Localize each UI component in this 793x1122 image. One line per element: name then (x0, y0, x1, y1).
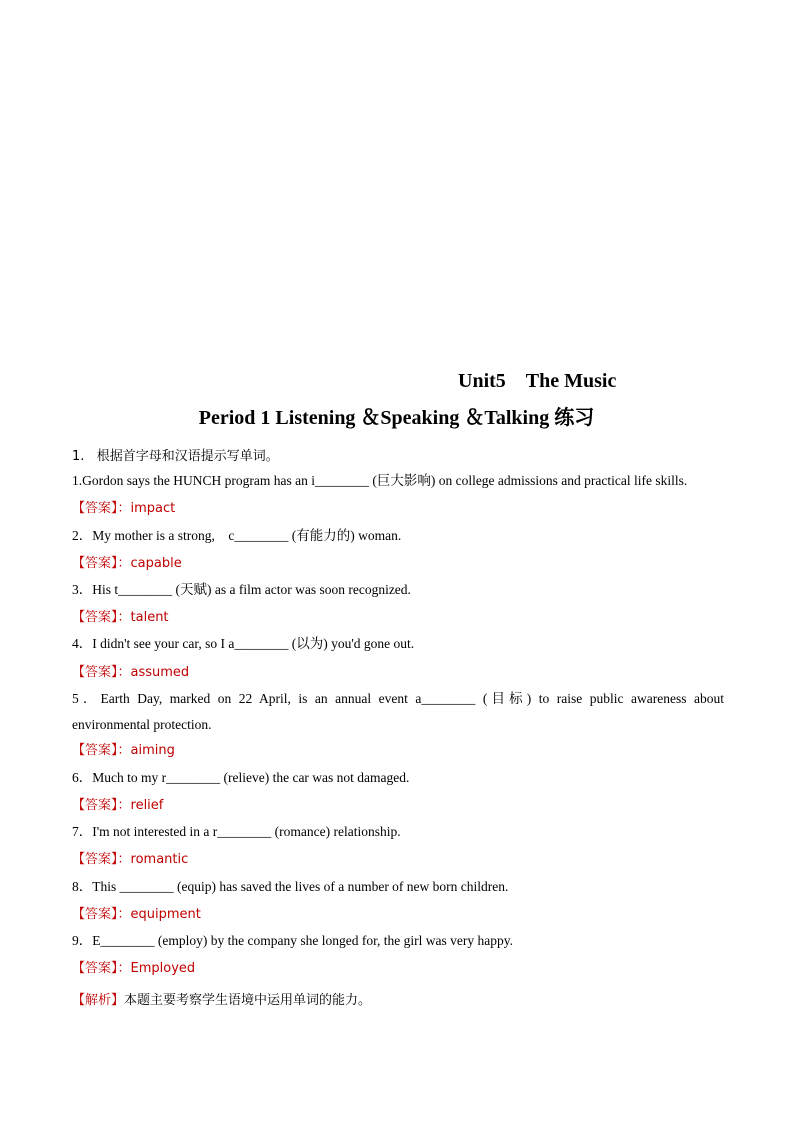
answer-value: romantic (130, 852, 189, 867)
analysis-text: 本题主要考察学生语境中运用单词的能力。 (124, 993, 372, 1008)
answer-tag: 【答案】： (72, 501, 131, 516)
question-9: 9．E________ (employ) by the company she longed for, the girl was very happy. (72, 933, 513, 948)
unit-title: Unit5 The Music (458, 370, 617, 392)
question-7: 7．I'm not interested in a r________ (romance) relationship. (72, 824, 401, 839)
answer-value: assumed (130, 665, 190, 680)
question-2: 2．My mother is a strong, c________ (有能力的) woman. (72, 528, 402, 543)
question-3: 3．His t________ (天赋) as a film actor was soon recognized. (72, 582, 411, 597)
answer-6 (72, 796, 163, 815)
analysis (72, 992, 371, 1010)
answer-tag: 【答案】： (72, 743, 131, 758)
question-5-continuation: environmental protection. (72, 717, 212, 732)
answer-4 (72, 663, 189, 682)
answer-value: Employed (130, 961, 196, 976)
answer-8 (72, 905, 201, 924)
answer-value: equipment (130, 907, 201, 922)
instruction: 1. 根据首字母和汉语提示写单词。 (72, 449, 279, 464)
answer-value: impact (130, 501, 176, 516)
question-5: 5．Earth Day, marked on 22 April, is an annual event a________ (目标) to raise public awareness about (72, 691, 724, 706)
answer-1 (72, 499, 175, 518)
answer-value: aiming (130, 743, 175, 758)
answer-3 (72, 608, 169, 627)
answer-2 (72, 554, 182, 573)
answer-tag: 【答案】： (72, 907, 131, 922)
question-4: 4．I didn't see your car, so I a________ (以为) you'd gone out. (72, 636, 415, 651)
answer-tag: 【答案】： (72, 610, 131, 625)
question-1: 1.Gordon says the HUNCH program has an i________ (巨大影响) on college admissions and practical life skills. (72, 473, 688, 488)
period-title: Period 1 Listening ＆Speaking ＆Talking 练习 (198, 407, 595, 429)
answer-tag: 【答案】： (72, 665, 131, 680)
answer-tag: 【答案】： (72, 798, 131, 813)
answer-tag: 【答案】： (72, 556, 131, 571)
answer-value: capable (130, 556, 182, 571)
answer-9 (72, 959, 195, 978)
answer-7 (72, 850, 188, 869)
answer-tag: 【答案】： (72, 852, 131, 867)
answer-5 (72, 741, 175, 760)
answer-value: talent (130, 610, 169, 625)
analysis-tag: 【解析】 (72, 993, 125, 1008)
answer-value: relief (130, 798, 164, 813)
answer-tag: 【答案】： (72, 961, 131, 976)
question-6: 6．Much to my r________ (relieve) the car was not damaged. (72, 770, 410, 785)
question-8: 8．This ________ (equip) has saved the lives of a number of new born children. (72, 879, 509, 894)
